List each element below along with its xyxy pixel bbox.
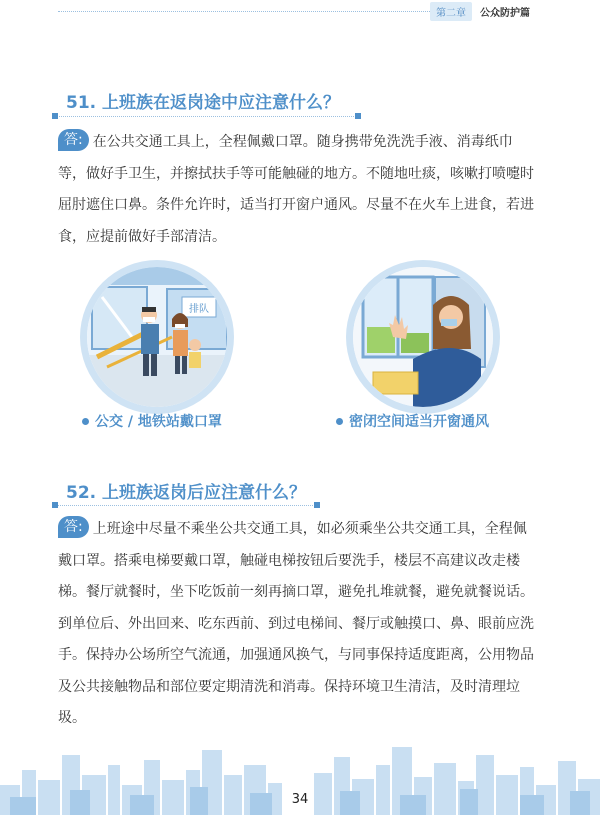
bullet-dot [82,418,89,425]
answer-52 [58,514,538,735]
page-number: 34 [291,792,309,807]
caption-window [336,411,489,431]
answer-51-text: 在公共交通工具上，全程佩戴口罩。随身携带免洗洗手液、消毒纸巾等，做好手卫生，并擦拭扶手等可能触碰的地方。不随地吐痰，咳嗽打喷嚏时屈肘遮住口鼻。条件允许时，适当打开窗户通风。尽量不在火车上进食，若进食，应提前做好手部清洁。 [58,134,534,245]
header-rule [58,11,430,12]
chapter-number: 第二章 [430,2,472,21]
caption-subway [82,411,222,431]
question-51-title: 51. 上班族在返岗途中应注意什么？ [66,93,341,113]
answer-badge: 答: [58,516,89,538]
subway-illustration [87,267,227,407]
question-52-rule [55,505,317,506]
caption-window-text: 密闭空间适当开窗通风 [349,414,489,430]
chapter-tag [430,2,530,20]
window-illustration [353,267,493,407]
question-51-rule [55,116,358,117]
question-52-title: 52. 上班族返岗后应注意什么？ [66,483,307,503]
chapter-name: 公众防护篇 [480,7,530,19]
bullet-dot [336,418,343,425]
answer-52-text: 上班途中尽量不乘坐公共交通工具，如必须乘坐公共交通工具，全程佩戴口罩。搭乘电梯要戴口罩，触碰电梯按钮后要洗手，楼层不高建议改走楼梯。餐厅就餐时，坐下吃饭前一刻再摘口罩，避免扎堆就餐，避免就餐说话。到单位后、外出回来、吃东西前、到过电梯间、餐厅或触摸口、鼻、眼前应洗手。保持办公场所空气流通，加强通风换气，与同事保持适度距离，公用物品及公共接触物品和部位要定期清洗和消毒。保持环境卫生清洁，及时清理垃圾。 [58,521,534,726]
answer-51 [58,127,538,253]
queue-sign-text: 排队 [189,304,209,315]
caption-subway-text: 公交 / 地铁站戴口罩 [95,414,222,430]
answer-badge: 答: [58,129,89,151]
